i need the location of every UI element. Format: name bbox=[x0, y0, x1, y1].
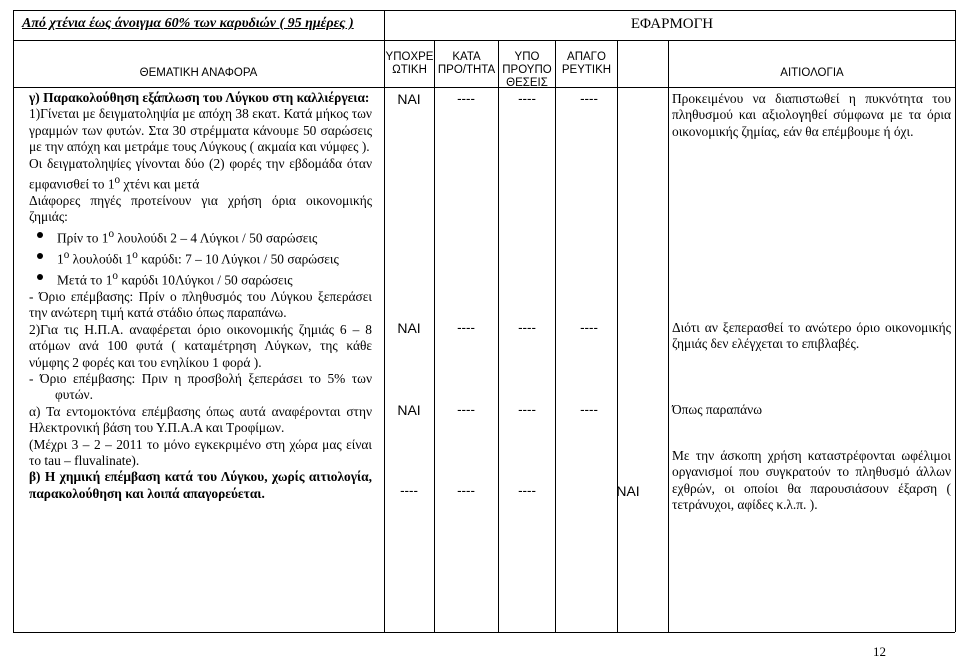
row2-conditional-mark: ---- bbox=[518, 320, 536, 335]
monitoring-heading: γ) Παρακολούθηση εξάπλωση του Λύγκου στη καλλιέργεια: bbox=[29, 90, 370, 105]
header-recommended-line2: ΠΡΟ/ΤΗΤΑ bbox=[437, 64, 496, 76]
reference-content bbox=[29, 90, 372, 502]
column-divider-conditional bbox=[555, 40, 556, 632]
threshold-2-mid: λουλούδι 1 bbox=[69, 251, 133, 267]
ordinal-sup: ο bbox=[112, 269, 118, 282]
application-title: ΕΦΑΡΜΟΓΗ bbox=[630, 16, 714, 32]
row1-mandatory-mark: ΝΑΙ bbox=[397, 91, 421, 107]
approved-product-text: (Μέχρι 3 – 2 – 2011 το μόνο εγκεκριμένο στη χώρα μας είναι το tau – fluvalinate). bbox=[29, 436, 372, 468]
justification-row1-text: Προκειμένου να διαπιστωθεί η πυκνότητα του πληθυσμού και αξιολογηθεί σύμφωνα με τα όρια οικονομικής ζημίας, εάν θα επέμβουμε ή όχι. bbox=[672, 91, 951, 139]
threshold-item bbox=[29, 247, 372, 268]
justification-row2 bbox=[672, 320, 951, 353]
thresholds-intro-text: Διάφορες πηγές προτείνουν για χρήση όρια οικονομικής ζημιάς: bbox=[29, 192, 372, 225]
threshold-1-post: λουλούδι 2 – 4 Λύγκοι / 50 σαρώσεις bbox=[114, 230, 318, 246]
threshold-3-pre: Μετά το 1 bbox=[57, 272, 113, 288]
threshold-3-post: καρύδι 10Λύγκοι / 50 σαρώσεις bbox=[117, 272, 293, 288]
intervention-threshold-text: - Όριο επέμβασης: Πρίν ο πληθυσμός του Λύγκου ξεπεράσει την ανώτερη τιμή κατά στάδιο όπως παραπάνω. bbox=[29, 288, 372, 321]
table-border-left bbox=[13, 10, 14, 632]
header-conditional-line2: ΠΡΟΥΠΟ bbox=[502, 64, 552, 76]
header-prohibited-line1: ΑΠΑΓΟ bbox=[567, 51, 606, 63]
sampling-frequency-text bbox=[29, 156, 372, 193]
header-justification: ΑΙΤΙΟΛΟΓΙΑ bbox=[780, 67, 844, 79]
header-mandatory-line1: ΥΠΟΧΡΕ bbox=[385, 51, 434, 63]
header-mandatory bbox=[385, 51, 434, 77]
row2-mandatory-mark: ΝΑΙ bbox=[397, 320, 421, 336]
ordinal-sup: ο bbox=[114, 174, 121, 187]
header-prohibited-line2: ΡΕΥΤΙΚΗ bbox=[561, 64, 612, 76]
row3-prohibited-mark: ---- bbox=[580, 402, 598, 417]
justification-row4-text: Με την άσκοπη χρήση καταστρέφονται ωφέλιμοι οργανισμοί που συγκρατούν το πληθυσμό άλλων εχθρών, οι οποίοι θα παρουσιάσουν έξαρση ( τετράνυχοι, αφίδες κ.λ.π. ). bbox=[672, 448, 951, 513]
table-border-right bbox=[955, 10, 956, 632]
insecticides-text: α) Τα εντομοκτόνα επέμβασης όπως αυτά αναφέρονται στην Ηλεκτρονική βάση του Υ.Π.Α.Α και Τροφίμων. bbox=[29, 403, 372, 436]
row3-recommended-mark: ---- bbox=[457, 402, 475, 417]
justification-row4 bbox=[672, 448, 951, 514]
column-divider-recommended bbox=[498, 40, 499, 632]
page-number: 12 bbox=[873, 644, 886, 659]
sampling-frequency-post: χτένι και μετά bbox=[120, 176, 200, 192]
column-divider-justification bbox=[668, 40, 669, 632]
table-header-divider-1 bbox=[13, 40, 955, 41]
header-recommended-line1: ΚΑΤΑ bbox=[452, 51, 481, 63]
row4-mandatory-mark: ---- bbox=[400, 483, 418, 498]
row2-recommended-mark: ---- bbox=[457, 320, 475, 335]
header-conditional-line3: ΘΕΣΕΙΣ bbox=[506, 77, 548, 89]
header-conditional-line1: ΥΠΟ bbox=[514, 51, 540, 63]
row1-conditional-mark: ---- bbox=[518, 91, 536, 106]
header-prohibited bbox=[556, 51, 617, 77]
row3-mandatory-mark: ΝΑΙ bbox=[397, 402, 421, 418]
row4-recommended-mark: ---- bbox=[457, 483, 475, 498]
ordinal-sup: ο bbox=[132, 248, 138, 261]
justification-row2-text: Διότι αν ξεπερασθεί το ανώτερο όριο οικονομικής ζημιάς δεν ελέγχεται το επιβλαβές. bbox=[672, 320, 951, 352]
sampling-frequency-pre: Οι δειγματοληψίες γίνονται δύο (2) φορές την εβδομάδα όταν εμφανισθεί το 1 bbox=[29, 155, 372, 192]
row4-prohibited-mark: ΝΑΙ bbox=[616, 483, 640, 499]
sampling-method-text: 1)Γίνεται με δειγματοληψία με απόχη 38 εκατ. Κατά μήκος των γραμμών των φυτών. Στα 30 στρέμματα κάνουμε 50 σαρώσεις με την απόχη και μετράμε τους Λύγκους ( ακμαία και νύμφες ). bbox=[29, 106, 372, 155]
threshold-1-pre: Πρίν το 1 bbox=[57, 230, 109, 246]
row1-recommended-mark: ---- bbox=[457, 91, 475, 106]
threshold-2-post: καρύδι: 7 – 10 Λύγκοι / 50 σαρώσεις bbox=[137, 251, 339, 267]
usa-threshold-text: 2)Για τις Η.Π.Α. αναφέρεται όριο οικονομικής ζημιάς 6 – 8 ατόμων ανά 100 φυτά ( καταμέτρηση Λύγκων, της κάθε νύμφης 2 φορές και του ενηλίκου 1 φορά ). bbox=[29, 321, 372, 370]
justification-row1 bbox=[672, 91, 951, 140]
header-reference: ΘΕΜΑΤΙΚΗ ΑΝΑΦΟΡΑ bbox=[139, 67, 258, 79]
header-recommended bbox=[435, 51, 498, 77]
row3-conditional-mark: ---- bbox=[518, 402, 536, 417]
justification-row3-text: Όπως παραπάνω bbox=[672, 402, 763, 417]
table-header-divider-2 bbox=[13, 87, 955, 88]
ordinal-sup: ο bbox=[63, 248, 70, 261]
column-divider-mandatory bbox=[434, 40, 435, 632]
column-divider-prohibited bbox=[617, 40, 618, 632]
row4-conditional-mark: ---- bbox=[518, 483, 536, 498]
ordinal-sup: ο bbox=[108, 227, 115, 240]
threshold-item bbox=[29, 226, 372, 247]
table-border-top bbox=[13, 10, 955, 11]
row2-prohibited-mark: ---- bbox=[580, 320, 598, 335]
header-mandatory-line2: ΩΤΙΚΗ bbox=[392, 64, 427, 76]
header-conditional bbox=[499, 51, 555, 90]
period-title: Από χτένια έως άνοιγμα 60% των καρυδιών ( 95 ημέρες ) bbox=[22, 16, 354, 31]
justification-row3 bbox=[672, 402, 951, 418]
table-border-bottom bbox=[13, 632, 955, 633]
threshold-item bbox=[29, 268, 372, 289]
chemical-prohibition-text: β) Η χημική επέμβαση κατά του Λύγκου, χωρίς αιτιολογία, παρακολούθηση και λοιπά απαγορεύεται. bbox=[29, 469, 372, 501]
threshold-2-pre: 1 bbox=[57, 251, 64, 267]
usa-intervention-threshold-text: - Όριο επέμβασης: Πριν η προσβολή ξεπεράσει το 5% των φυτών. bbox=[29, 370, 372, 403]
row1-prohibited-mark: ---- bbox=[580, 91, 598, 106]
